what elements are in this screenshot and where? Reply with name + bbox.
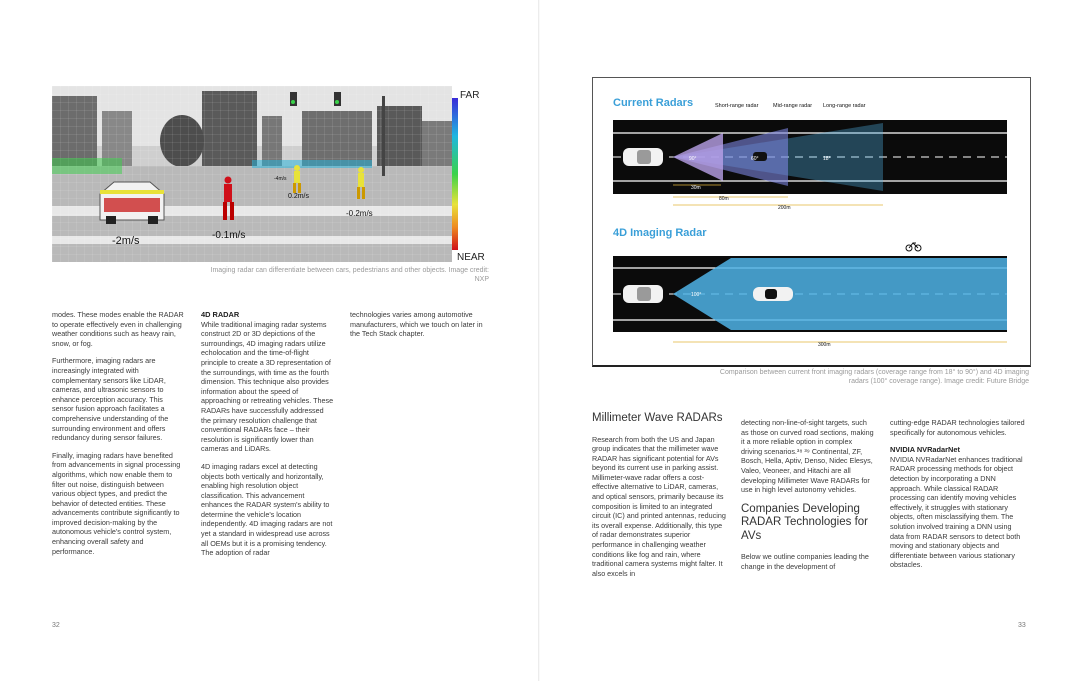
- speed-label-pedestrian-1: -0.1m/s: [212, 230, 246, 241]
- speed-label-far: -4m/s: [274, 176, 287, 182]
- right-column-1: [592, 412, 726, 586]
- imaging-radar-beam: [673, 258, 1007, 330]
- paragraph: Research from both the US and Japan group indicates that the millimeter wave RADAR has significant potential for AVs beyond its current use in parking assist. Millimeter-wave radar offers a cost-effective alternative to LiDAR, cameras, and optical sensors, primarily because its composition is limited to an integrated circuit (IC) and printed antennas, reducing its overall expense. Additionally, this type of radar demonstrates superior performance in challenging weather conditions like fog and rain, where traditional camera systems might falter. It also excels in: [592, 434, 726, 578]
- page-number: 32: [52, 622, 60, 629]
- street-scene-image: [52, 86, 489, 262]
- paragraph: modes. These modes enable the RADAR to operate effectively even in challenging weather conditions such as heavy rain, snow, or fog.: [52, 310, 184, 348]
- section-heading-4d-radar: 4D RADAR: [201, 310, 240, 319]
- left-column-3: [350, 310, 488, 347]
- current-radars-title: Current Radars: [613, 97, 694, 109]
- section-heading-companies: Companies Developing RADAR Technologies for AVs: [741, 502, 868, 542]
- page-number: 33: [1018, 622, 1026, 629]
- paragraph: detecting non-line-of-sight targets, such as those on curved road sections, making it a more reliable option in complex driving scenarios.³⁸ ³⁹ Continental, ZF, Bosch, Hella, Aptiv, Denso, Nidec Elesys, Valeo, Veoneer, and Hitachi are all developing Millimeter Wave RADARs for use in high level autonomy vehicles.: [741, 418, 874, 495]
- imaging-radar-title: 4D Imaging Radar: [613, 227, 707, 239]
- distance-300m: 300m: [818, 342, 831, 348]
- distance-200m: 200m: [778, 205, 791, 211]
- angle-long: 18°: [823, 156, 831, 162]
- mid-range-label: Mid-range radar: [773, 103, 813, 109]
- radar-comparison-figure: [592, 77, 1031, 367]
- right-column-2: [741, 418, 875, 579]
- photo-caption: Imaging radar can differentiate between cars, pedestrians and other objects. Image credit: NXP: [210, 267, 489, 283]
- long-range-label: Long-range radar: [823, 103, 866, 109]
- left-column-1: [52, 310, 186, 564]
- paragraph: Furthermore, imaging radars are increasingly integrated with complementary sensors like LiDAR, cameras, and ultrasonic sensors to enhance perception accuracy. This sensor fusion approach facilitates a comprehensive understanding of the surrounding environment and offers redundancy during sensor failures.: [52, 356, 169, 443]
- short-range-label: Short-range radar: [715, 103, 759, 109]
- paragraph: cutting-edge RADAR technologies tailored specifically for autonomous vehicles.: [890, 418, 1025, 437]
- angle-4d: 100°: [691, 292, 702, 298]
- section-heading-millimeter-wave: Millimeter Wave RADARs: [592, 412, 723, 424]
- radar-street-photo: [52, 86, 489, 262]
- speed-label-car: -2m/s: [112, 235, 140, 247]
- paragraph: Finally, imaging radars have benefited from advancements in signal processing algorithms, which now enable them to filter out noise, distinguish between various object types, and predict the behavior of detected entities. These advancements contribute significantly to improved decision-making by the autonomous vehicle's control system, enhancing overall safety and performance.: [52, 450, 181, 556]
- paragraph: While traditional imaging radar systems construct 2D or 3D depictions of the surroundings, 4D imaging radars utilize echolocation and the time-of-flight principle to create a 3D representation of the surroundings, with time as the fourth dimension. This technique also provides information about the speed of approaching or retreating vehicles. These RADARs have successfully addressed the primary resolution challenge that conventional RADARs face – their resolution is significantly lower than cameras and LiDARs.: [201, 319, 334, 454]
- distance-80m: 80m: [719, 196, 729, 202]
- speed-label-pedestrian-2: 0.2m/s: [288, 193, 310, 200]
- angle-short: 90°: [689, 156, 697, 162]
- bicycle-icon: [906, 243, 921, 251]
- angle-mid: 60°: [751, 156, 759, 162]
- paragraph: 4D imaging radars excel at detecting objects both vertically and horizontally, enabling high resolution object classification. This advancement enhances the RADAR system's ability to determine the vehicle's location independently. 4D imaging radars are not yet a standard in widespread use across all OEMs but it is a promising tendency. The adoption of radar: [201, 461, 333, 558]
- left-column-2: [201, 310, 335, 566]
- paragraph: technologies varies among automotive manufacturers, which we touch on later in the Tech Stack chapter.: [350, 310, 483, 339]
- paragraph: Below we outline companies leading the change in the development of: [741, 552, 869, 571]
- distance-30m: 30m: [691, 185, 701, 191]
- right-column-3: [890, 418, 1026, 578]
- radar-diagram: [593, 78, 1030, 365]
- speed-label-pedestrian-3: -0.2m/s: [346, 209, 373, 218]
- section-heading-nvidia: NVIDIA NVRadarNet: [890, 445, 960, 455]
- figure-caption: Comparison between current front imaging radars (coverage range from 18° to 90°) and 4D imaging radars (100° coverage range). Image credit: Future Bridge: [719, 369, 1029, 385]
- near-label: NEAR: [457, 252, 485, 262]
- far-label: FAR: [460, 90, 480, 101]
- paragraph: NVIDIA NVRadarNet enhances traditional RADAR processing methods for object detection by incorporating a DNN approach. While classical RADAR processing can identify moving vehicles effectively, it struggles with stationary objects, often misclassifying them. The solution involved training a DNN using data from RADAR sensors to detect both moving and stationary objects and differentiate between various stationary obstacles.: [890, 454, 1023, 570]
